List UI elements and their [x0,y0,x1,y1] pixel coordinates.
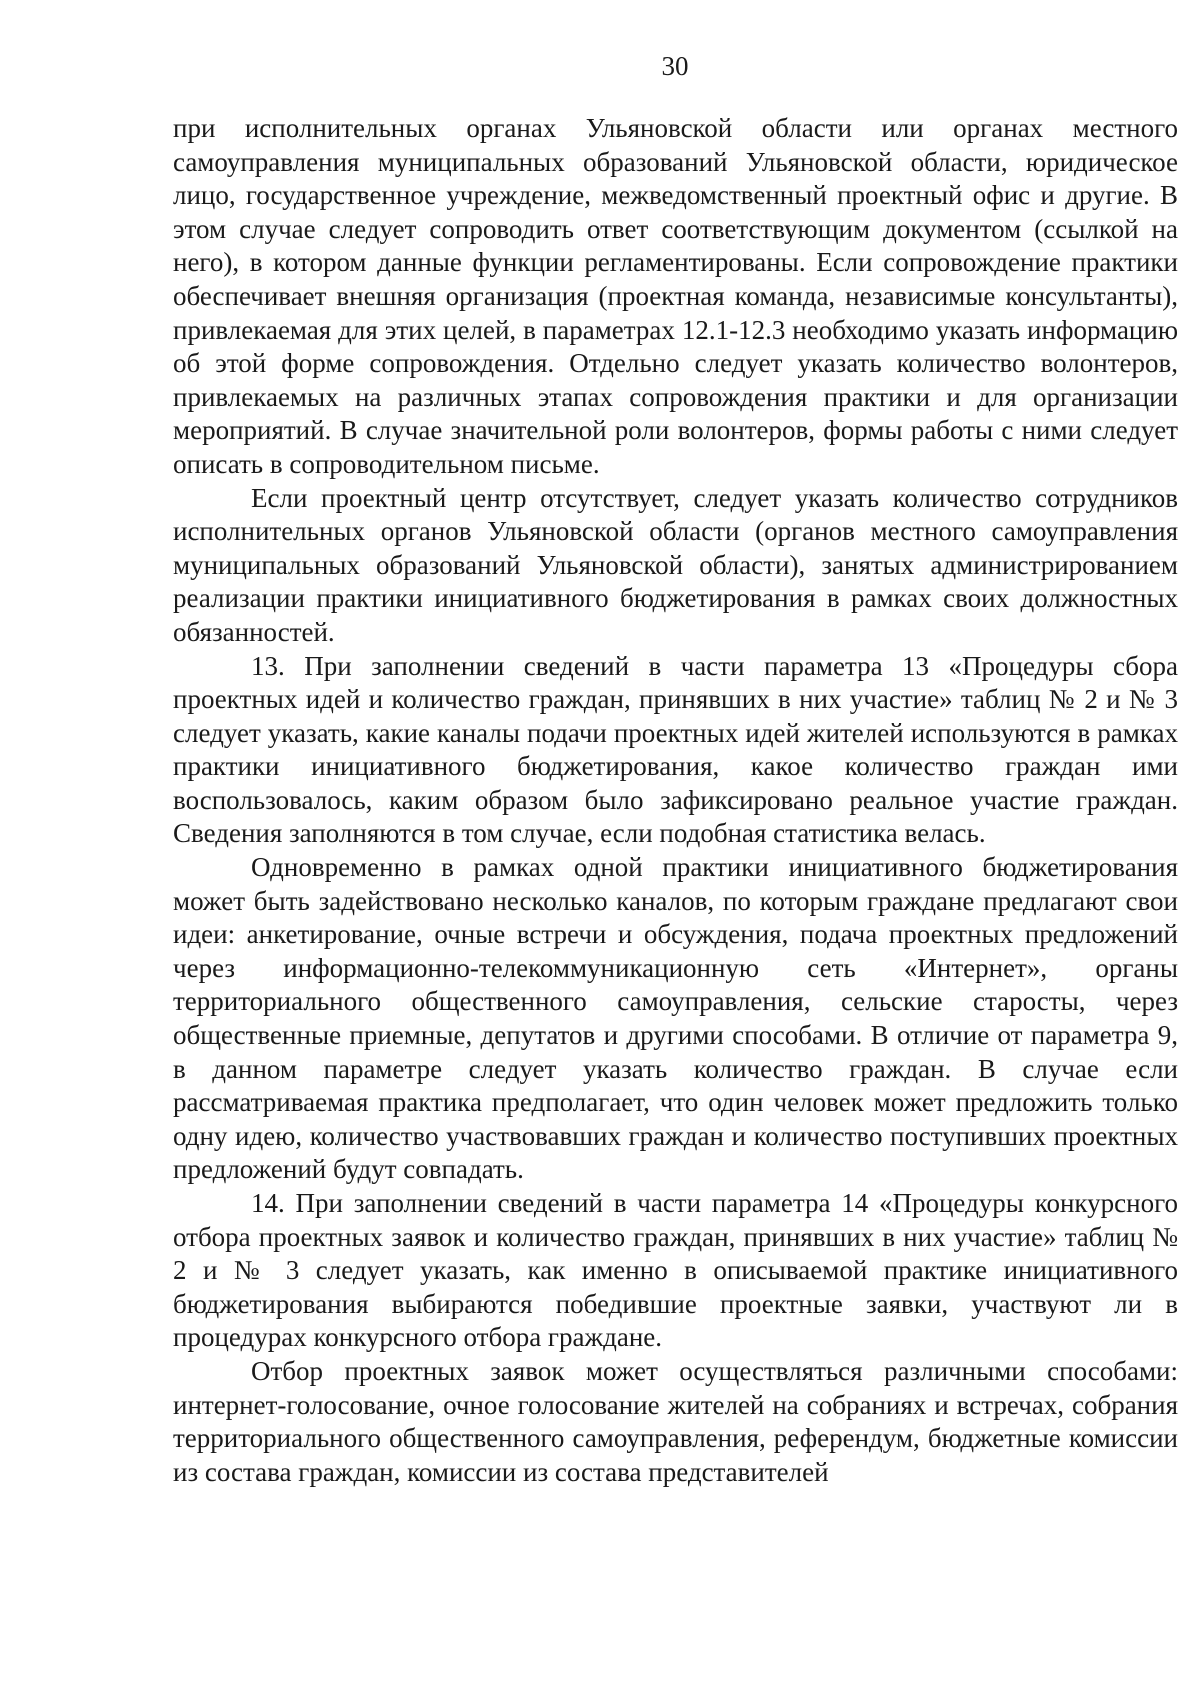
paragraph-item-13: 13. При заполнении сведений в части параметра 13 «Процедуры сбора проектных идей и количество граждан, принявших в них участие» таблиц № 2 и № 3 следует указать, какие каналы подачи проектных идей жителей используются в рамках практики инициативного бюджетирования, какое количество граждан ими воспользовалось, каким образом было зафиксировано реальное участие граждан. Сведения заполняются в том случае, если подобная статистика велась. [173,650,1178,849]
paragraph-project-center-absent: Если проектный центр отсутствует, следует указать количество сотрудников исполнительных органов Ульяновской области (органов местного самоуправления муниципальных образований Ульяновской области), занятых администрированием реализации практики инициативного бюджетирования в рамках своих должностных обязанностей. [173,482,1178,647]
paragraph-continuation: при исполнительных органах Ульяновской области или органах местного самоуправления муниципальных образований Ульяновской области, юридическое лицо, государственное учреждение, межведомственный проектный офис и другие. В этом случае следует сопроводить ответ соответствующим документом (ссылкой на него), в котором данные функции регламентированы. Если сопровождение практики обеспечивает внешняя организация (проектная команда, независимые консультанты), привлекаемая для этих целей, в параметрах 12.1-12.3 необходимо указать информацию об этой форме сопровождения. Отдельно следует указать количество волонтеров, привлекаемых на различных этапах сопровождения практики и для организации мероприятий. В случае значительной роли волонтеров, формы работы с ними следует описать в сопроводительном письме. [173,113,1178,479]
paragraph-channels: Одновременно в рамках одной практики инициативного бюджетирования может быть задействовано несколько каналов, по которым граждане предлагают свои идеи: анкетирование, очные встречи и обсуждения, подача проектных предложений через информационно-телекоммуникационную сеть «Интернет», органы территориального общественного самоуправления, сельские старосты, через общественные приемные, депутатов и другими способами. В отличие от параметра 9, в данном параметре следует указать количество граждан. В случае если рассматриваемая практика предполагает, что один человек может предложить только одну идею, количество участвовавших граждан и количество поступивших проектных предложений будут совпадать. [173,852,1178,1185]
paragraph-item-14: 14. При заполнении сведений в части параметра 14 «Процедуры конкурсного отбора проектных заявок и количество граждан, принявших в них участие» таблиц № 2 и № 3 следует указать, как именно в описываемой практике инициативного бюджетирования выбираются победившие проектные заявки, участвуют ли в процедурах конкурсного отбора граждане. [173,1188,1178,1353]
document-body [173,112,1178,1489]
page-number: 30 [661,51,689,81]
paragraph-selection-methods: Отбор проектных заявок может осуществляться различными способами: интернет-голосование, очное голосование жителей на собраниях и встречах, собрания территориального общественного самоуправления, референдум, бюджетные комиссии из состава граждан, комиссии из состава представителей [173,1355,1178,1487]
